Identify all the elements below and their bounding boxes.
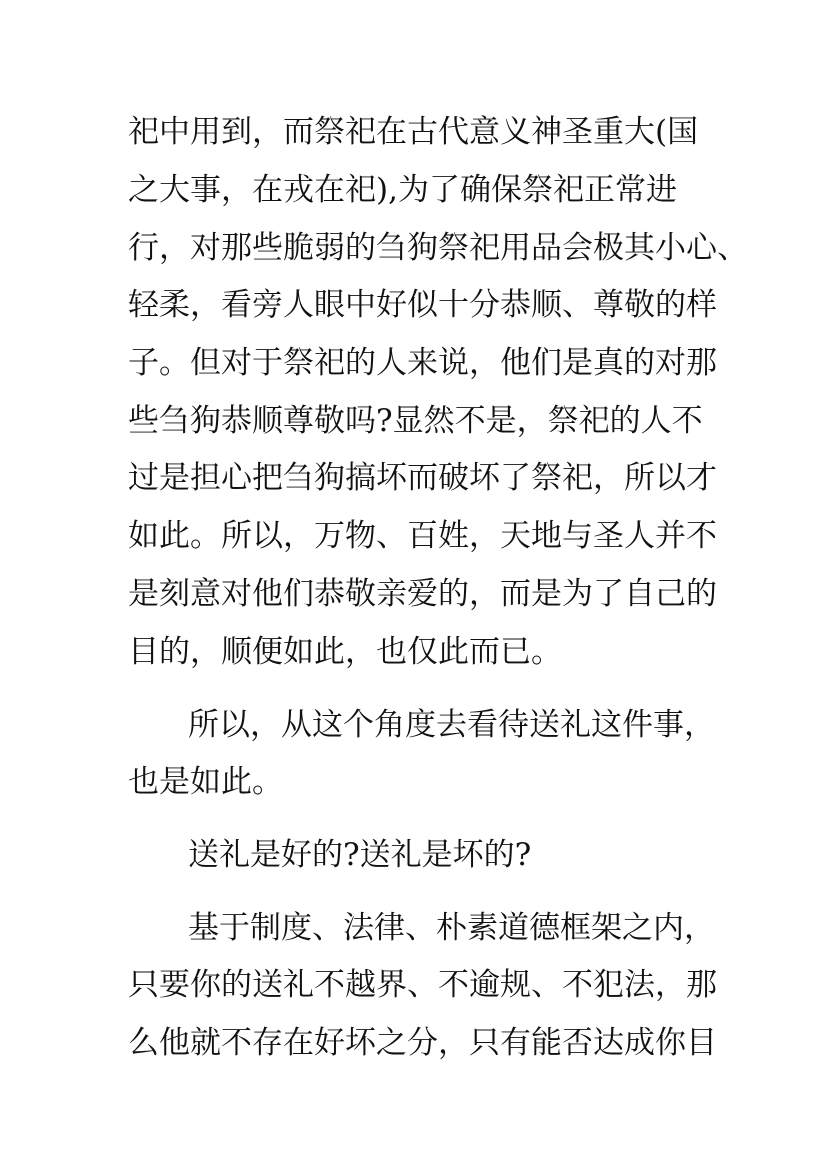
text-line: 基于制度、法律、朴素道德框架之内，: [188, 910, 715, 946]
text-line: 么他就不存在好坏之分，只有能否达成你目: [128, 1025, 717, 1061]
text-line: 所以，从这个角度去看待送礼这件事，: [188, 707, 715, 743]
text-line: 也是如此。: [128, 764, 283, 800]
text-line: 之大事，在戎在祀),为了确保祭祀正常进: [128, 172, 677, 208]
text-line: 如此。所以，万物、百姓，天地与圣人并不: [128, 518, 717, 554]
text-line: 祀中用到，而祭祀在古代意义神圣重大(国: [128, 114, 699, 150]
text-line: 过是担心把刍狗搞坏而破坏了祭祀，所以才: [128, 460, 717, 496]
text-line: 轻柔，看旁人眼中好似十分恭顺、尊敬的样: [128, 287, 717, 323]
text-line: 些刍狗恭顺尊敬吗?显然不是，祭祀的人不: [128, 403, 703, 439]
text-line: 只要你的送礼不越界、不逾规、不犯法，那: [128, 967, 717, 1003]
text-line: 是刻意对他们恭敬亲爱的，而是为了自己的: [128, 576, 717, 612]
text-line: 目的，顺便如此，也仅此而已。: [128, 634, 562, 670]
text-line: 行，对那些脆弱的刍狗祭祀用品会极其小心、: [128, 230, 748, 266]
text-line: 子。但对于祭祀的人来说，他们是真的对那: [128, 345, 717, 381]
text-line: 送礼是好的?送礼是坏的?: [188, 837, 532, 873]
